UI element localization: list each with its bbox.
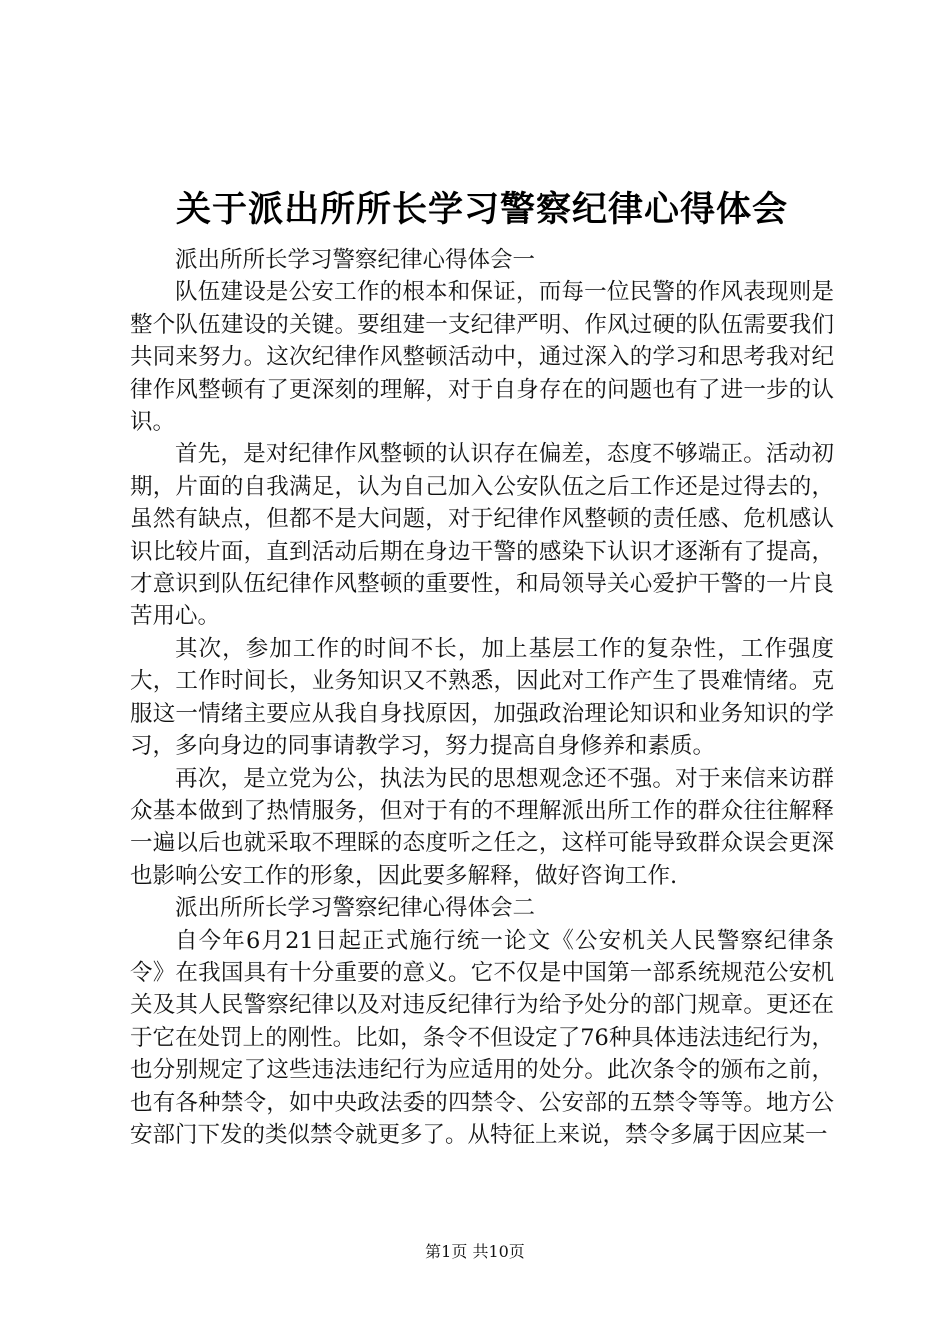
paragraph: 队伍建设是公安工作的根本和保证，而每一位民警的作风表现则是整个队伍建设的关键。要组建一支纪律严明、作风过硬的队伍需要我们共同来努力。这次纪律作风整顿活动中，通过深入的学习和思考我对纪律作风整顿有了更深刻的理解，对于自身存在的问题也有了进一步的认识。 xyxy=(130,279,834,436)
document-body xyxy=(130,244,834,1151)
section-heading-1: 派出所所长学习警察纪律心得体会一 xyxy=(175,247,536,273)
section-heading-2: 派出所所长学习警察纪律心得体会二 xyxy=(175,895,536,922)
document-page xyxy=(130,186,834,1151)
paragraph: 其次，参加工作的时间不长，加上基层工作的复杂性，工作强度大，工作时间长，业务知识又不熟悉，因此对工作产生了畏难情绪。克服这一情绪主要应从我自身找原因，加强政治理论知识和业务知识的学习，多向身边的同事请教学习，努力提高自身修养和素质。 xyxy=(130,635,834,760)
paragraph: 首先，是对纪律作风整顿的认识存在偏差，态度不够端正。活动初期，片面的自我满足，认为自己加入公安队伍之后工作还是过得去的，虽然有缺点，但都不是大问题，对于纪律作风整顿的责任感、危机感认识比较片面，直到活动后期在身边干警的感染下认识才逐渐有了提高，才意识到队伍纪律作风整顿的重要性，和局领导关心爱护干警的一片良苦用心。 xyxy=(130,441,834,630)
paragraph: 自今年6月21日起正式施行统一论文《公安机关人民警察纪律条令》在我国具有十分重要的意义。它不仅是中国第一部系统规范公安机关及其人民警察纪律以及对违反纪律行为给予处分的部门规章。更还在于它在处罚上的刚性。比如，条令不但设定了76种具体违法违纪行为，也分别规定了这些违法违纪行为应适用的处分。此次条令的颁布之前，也有各种禁令，如中央政法委的四禁令、公安部的五禁令等等。地方公安部门下发的类似禁令就更多了。从特征上来说，禁令多属于因应某一 xyxy=(130,927,834,1148)
page-footer: 第1页 共10页 xyxy=(425,1242,525,1261)
document-title: 关于派出所所长学习警察纪律心得体会 xyxy=(175,189,788,230)
paragraph: 再次，是立党为公，执法为民的思想观念还不强。对于来信来访群众基本做到了热情服务，但对于有的不理解派出所工作的群众往往解释一遍以后也就采取不理睬的态度听之任之，这样可能导致群众误会更深也影响公安工作的形象，因此要多解释，做好咨询工作. xyxy=(130,765,834,889)
